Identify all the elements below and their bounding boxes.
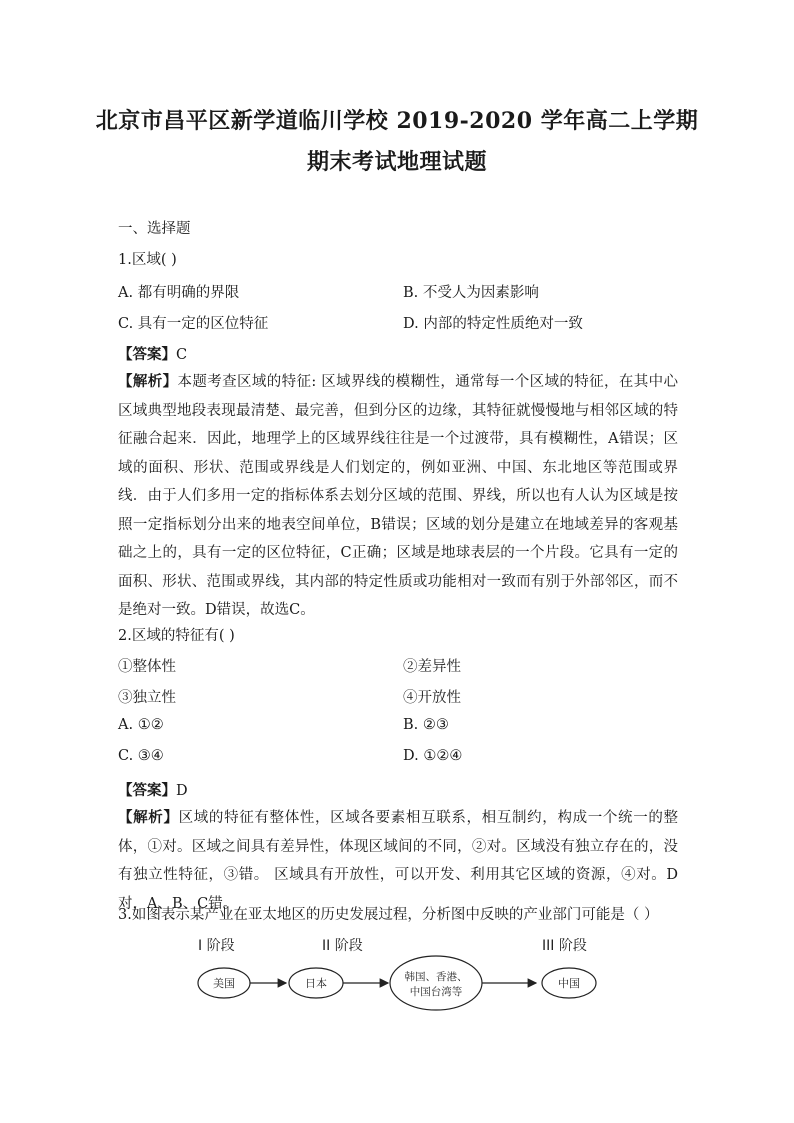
- q1-option-b: B. 不受人为因素影响: [403, 285, 539, 301]
- node-asian-tigers-ellipse: [390, 956, 482, 1010]
- section-heading: 一、选择题: [118, 221, 191, 237]
- q2-item-2: ②差异性: [403, 659, 461, 675]
- q1-option-c: C. 具有一定的区位特征: [118, 316, 269, 332]
- stage-3-label: III 阶段: [542, 938, 587, 954]
- q1-answer-label: 【答案】: [118, 346, 176, 363]
- q2-stem: 2.区域的特征有( ): [118, 628, 235, 644]
- q2-item-1: ①整体性: [118, 659, 176, 675]
- q2-option-d: D. ①②④: [403, 748, 463, 764]
- stage-1-label: I 阶段: [198, 938, 235, 954]
- q1-option-d: D. 内部的特定性质绝对一致: [403, 316, 583, 332]
- q1-stem: 1.区域( ): [118, 252, 177, 268]
- q1-answer: [118, 343, 187, 364]
- document-title-line1: 北京市昌平区新学道临川学校 2019-2020 学年高二上学期: [95, 108, 699, 134]
- q2-option-c: C. ③④: [118, 748, 164, 764]
- q2-answer: [118, 779, 188, 800]
- q2-analysis-text: 区域的特征有整体性，区域各要素相互联系，相互制约，构成一个统一的整体，①对。区域之间具有差异性，体现区域间的不同，②对。区域没有独立存在的，没有独立性特征，③错。 区域具有开放性，可以开发、利用其它区域的资源，④对。D对，A、B、C错。: [118, 810, 679, 912]
- document-title-line2: 期末考试地理试题: [306, 149, 487, 175]
- q2-answer-label: 【答案】: [118, 782, 176, 799]
- q2-analysis-label: 【解析】: [118, 809, 179, 826]
- q1-analysis-text: 本题考查区域的特征: 区域界线的模糊性，通常每一个区域的特征，在其中心区域典型地段表现最清楚、最完善，但到分区的边缘，其特征就慢慢地与相邻区域的特征融合起来．因此，地理学上的区域界线往往是一个过渡带，具有模糊性，A错误；区域的面积、形状、范围或界线是人们划定的，例如亚洲、中国、东北地区等范围或界线．由于人们多用一定的指标体系去划分区域的范围、界线，所以也有人认为区域是按照一定指标划分出来的地表空间单位，B错误；区域的划分是建立在地域差异的客观基础之上的，具有一定的区位特征，C正确；区域是地球表层的一个片段。它具有一定的面积、形状、范围或界线，其内部的特定性质或功能相对一致而有别于外部邻区，而不是绝对一致。D错误，故选C。: [118, 374, 678, 618]
- node-asian-tigers-label-1: 韩国、香港、: [404, 971, 468, 983]
- q2-analysis: [118, 804, 678, 918]
- q1-analysis: [118, 368, 678, 625]
- q2-item-3: ③独立性: [118, 690, 176, 706]
- q1-analysis-label: 【解析】: [118, 373, 178, 390]
- node-china-label: 中国: [558, 977, 580, 990]
- node-usa-label: 美国: [213, 977, 235, 990]
- stage-2-label: II 阶段: [322, 938, 363, 954]
- q2-answer-value: D: [176, 783, 188, 799]
- q2-item-4: ④开放性: [403, 690, 461, 706]
- industry-transfer-diagram: [190, 930, 610, 1030]
- q1-answer-value: C: [176, 347, 188, 363]
- q1-option-a: A. 都有明确的界限: [118, 285, 240, 301]
- node-asian-tigers-label-2: 中国台湾等: [409, 986, 463, 998]
- q2-option-a: A. ①②: [118, 717, 164, 733]
- q2-option-b: B. ②③: [403, 717, 449, 733]
- node-japan-label: 日本: [305, 977, 327, 990]
- q3-stem: 3.如图表示某产业在亚太地区的历史发展过程，分析图中反映的产业部门可能是（ ）: [118, 907, 659, 923]
